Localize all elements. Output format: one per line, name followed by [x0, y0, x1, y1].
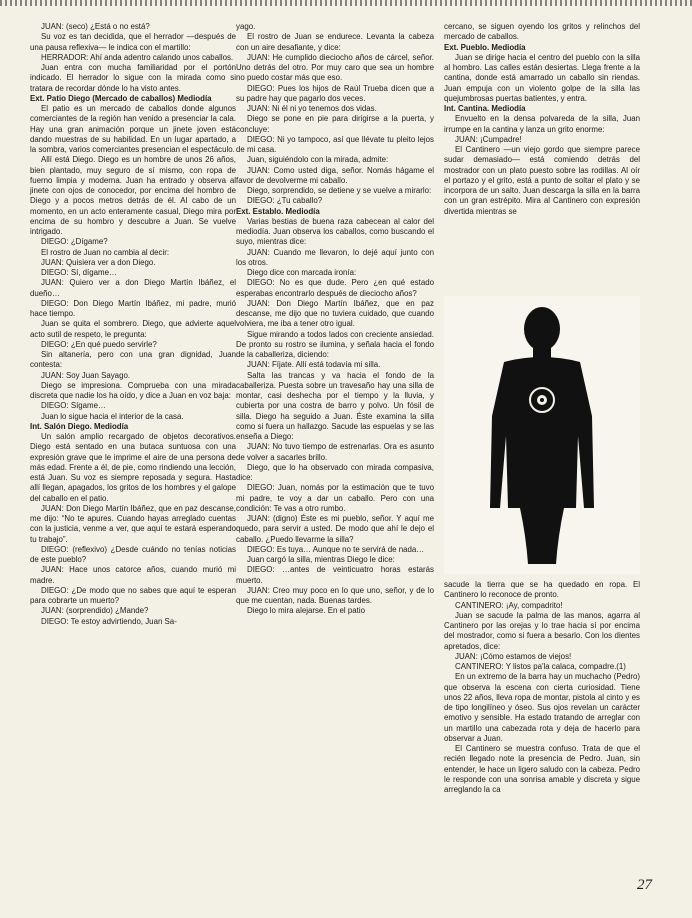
paragraph: DIEGO: ¿En qué puedo servirle? [41, 339, 157, 349]
paragraph: Diego se impresiona. Comprueba con una mirada discreta que nadie los ha oído, y dice a Juan en voz baja: [30, 380, 236, 400]
paragraph: Juan entra con mucha familiaridad por el portón indicado. El herrador lo sigue con la mirada como si tratara de recordar dónde lo ha visto antes. [30, 63, 236, 93]
paragraph: JUAN: (seco) ¿Está o no está? [41, 22, 150, 31]
paragraph: Un salón amplio recargado de objetos decorativos. Diego está sentado en una butaca suntuosa con una expresión grave que le imprime el aire de una persona de más edad. Frente a él, de pie, como rindiendo una lección, está Juan. Su voz es siempre reposada y segura. Hasta allí llegan, apagados, los gritos de los hombres y el galope del caballo en el patio. [30, 432, 236, 503]
paragraph: Juan se dirige hacia el centro del pueblo con la silla al hombro. Las calles están desiertas. Llega frente a la cantina, donde está amarrado un caballo sin riendas. Juan empuja con un violento golpe de la silla las quejumbrosas puertas batientes, y entra. [444, 52, 640, 103]
paragraph: JUAN: No tuvo tiempo de estrenarlas. Ora es asunto de volver a sacarles brillo. [236, 442, 434, 462]
paragraph: DIEGO: ¿Dígame? [41, 237, 108, 247]
column-3-top [444, 22, 640, 217]
top-dotted-border [0, 0, 692, 6]
paragraph: JUAN: (digno) Éste es mi pueblo, señor. Y aquí me quedo, para servir a usted. De modo que ahí le dejo el caballo. ¿Puedo llevarme la silla? [236, 514, 434, 544]
target-silhouette-icon [444, 296, 640, 574]
paragraph: DIEGO: Es tuya… Aunque no te servirá de nada… [247, 544, 425, 554]
paragraph: Juan cargó la silla, mientras Diego le dice: [247, 555, 395, 564]
column-1 [30, 22, 236, 627]
paragraph: El Cantinero se muestra confuso. Trata de que el recién llegado note la presencia de Pedro. Juan, sin entender, le hace un ligero saludo con la cabeza. Pedro le responde con una sonrisa amable y discreta y sigue arreglando la ca [444, 744, 640, 794]
paragraph: DIEGO: …antes de veinticuatro horas estarás muerto. [236, 565, 434, 585]
paragraph: JUAN: Fíjate. Allí está todavía mi silla. [247, 360, 381, 370]
paragraph: El rostro de Juan no cambia al decir: [41, 247, 170, 257]
paragraph: El patio es un mercado de caballos donde algunos comerciantes de la región han venido a presenciar la cala. Hay una gran animación porque un jinete joven está dando muestras de su habilidad. En un lugar apartado, a la sombra, varios comerciantes presencian el espectáculo. [30, 104, 236, 154]
scene-heading: Ext. Pueblo. Mediodía [444, 42, 526, 52]
paragraph: yago. [236, 22, 256, 31]
paragraph: DIEGO: Ni yo tampoco, así que llévate tu pleito lejos de mi casa. [236, 134, 434, 154]
paragraph: Juan, siguiéndolo con la mirada, admite: [247, 155, 389, 165]
paragraph: Salta las trancas y va hacia el fondo de la caballeriza. Puesta sobre un travesaño hay una silla de montar, casi deshecha por el tiempo y la lluvia, y cubierta por una costra de barro y polvo. Un fósil de silla. Diego ha seguido a Juan. Éste examina la silla como si fuera un hallazgo. Sacude las espuelas y se las enseña a Diego: [236, 370, 434, 441]
paragraph: JUAN: Soy Juan Sayago. [41, 370, 131, 380]
paragraph: DIEGO: Don Diego Martín Ibáñez, mi padre, murió hace tiempo. [30, 298, 236, 318]
paragraph: CANTINERO: Y listos pa'la calaca, compadre.(1) [455, 662, 626, 671]
paragraph: Allí está Diego. Diego es un hombre de unos 26 años, bien plantado, muy seguro de sí mismo, con ropa de fuerno limpia y moderna. Juan ha entrado y observa al jinete con ojos de conocedor, por encima del hombro de Diego y a pocos metros detrás de él. Al cabo de un momento, en un acto enteramente casual, Diego mira por encima de su hombro y descubre a Juan. Se vuelve intrigado. [30, 155, 236, 236]
paragraph: Diego, que lo ha observado con mirada compasiva, dice: [236, 462, 434, 482]
page-number: 27 [637, 877, 652, 893]
paragraph: Juan se quita el sombrero. Diego, que advierte aquel acto sutil de respeto, le pregunta: [30, 319, 236, 339]
paragraph: JUAN: Quiero ver a don Diego Martín Ibáñez, el dueño… [30, 278, 236, 298]
paragraph: JUAN: He cumplido dieciocho años de cárcel, señor. Uno detrás del otro. Por muy caro que sea un hombre no puedo costar más que eso. [236, 52, 434, 83]
paragraph: CANTINERO: ¡Ay, compadrito! [455, 600, 563, 610]
paragraph: DIEGO: Sígame… [41, 401, 106, 411]
scene-heading: Int. Cantina. Mediodía [444, 104, 526, 113]
paragraph: Diego, sorprendido, se detiene y se vuelve a mirarlo: [247, 186, 432, 195]
paragraph: DIEGO: Te estoy advirtiendo, Juan Sa- [41, 616, 177, 626]
paragraph: Juan se sacude la palma de las manos, agarra al Cantinero por las orejas y lo trae hacia sí por encima del mostrador, como si fuera a besarlo. Con los dientes apretados, dice: [444, 610, 640, 651]
paragraph: cercano, se siguen oyendo los gritos y relinchos del mercado de caballos. [444, 22, 640, 42]
scene-heading: Int. Salón Diego. Mediodía [30, 421, 129, 431]
paragraph: DIEGO: Sí, dígame… [41, 268, 117, 277]
paragraph: JUAN: Hace unos catorce años, cuando murió mi madre. [30, 565, 236, 585]
paragraph: HERRADOR: Ahí anda adentro calando unos caballos. [41, 52, 234, 62]
paragraph: JUAN: (sorprendido) ¿Mande? [41, 606, 149, 616]
paragraph: DIEGO: Juan, nomás por la estimación que te tuvo mi padre, te voy a dar un caballo. Pero con una condición: Te vas a otro rumbo. [236, 483, 434, 513]
paragraph: Diego se pone en pie para dirigirse a la puerta, y concluye: [236, 114, 434, 134]
paragraph: Sin altanería, pero con una gran dignidad, Juan contesta: [30, 350, 236, 370]
paragraph: sacude la tierra que se ha quedado en ropa. El Cantinero lo reconoce de pronto. [444, 580, 640, 600]
column-3-bottom [444, 580, 640, 795]
paragraph: JUAN: Ni él ni yo tenemos dos vidas. [247, 104, 377, 113]
paragraph: JUAN: Don Diego Martín Ibáñez, que en paz descanse, me dijo que no tuviera cuidado, que cuando volviera, me iba a tener otro igual. [236, 298, 434, 329]
paragraph: En un extremo de la barra hay un muchacho (Pedro) que observa la escena con cierta curiosidad. Tiene unos 22 años, lleva ropa de montar, pistola al cinto y es de tipo longilíneo y óseo. Sus ojos revelan un carácter emotivo y sensible. Ha estado tratando de arreglar con un martillo una cabezada rota y deja de hacerlo para observar a Juan. [444, 672, 640, 743]
paragraph: JUAN: ¡Cumpadre! [455, 134, 522, 144]
paragraph: Su voz es tan decidida, que el herrador —después de una pausa reflexiva— le indica con el martillo: [30, 32, 236, 52]
target-silhouette-figure [444, 296, 640, 574]
paragraph: El rostro de Juan se endurece. Levanta la cabeza con un aire desafiante, y dice: [236, 32, 434, 52]
paragraph: DIEGO: ¿De modo que no sabes que aquí te esperan para cobrarte un muerto? [30, 585, 236, 605]
paragraph: Juan lo sigue hacia el interior de la casa. [41, 411, 184, 421]
paragraph: DIEGO: No es que dude. Pero ¿en qué estado esperabas encontrarlo después de dieciocho años? [236, 278, 434, 298]
paragraph: JUAN: Creo muy poco en lo que uno, señor, y de lo que me cuentan, nada. Buenas tardes. [236, 585, 434, 605]
paragraph: Diego lo mira alejarse. En el patio [247, 606, 365, 616]
scene-heading: Ext. Patio Diego (Mercado de caballos) Mediodía [30, 93, 212, 103]
paragraph: Varias bestias de buena raza cabecean al calor del mediodía. Juan observa los caballos, como buscando el suyo, mientras dice: [236, 216, 434, 247]
paragraph: JUAN: Cuando me llevaron, lo dejé aquí junto con los otros. [236, 247, 434, 267]
paragraph: JUAN: Quisiera ver a don Diego. [41, 257, 156, 267]
paragraph: DIEGO: Pues los hijos de Raúl Trueba dicen que a su padre hay que pagarlo dos veces. [236, 83, 434, 103]
paragraph: DIEGO: (reflexivo) ¿Desde cuándo no tenías noticias de este pueblo? [30, 544, 236, 564]
paragraph: Sigue mirando a todos lados con creciente ansiedad. De pronto su rostro se ilumina, y señala hacia el fondo de la caballeriza, diciendo: [236, 329, 434, 359]
paragraph: Diego dice con marcada ironía: [247, 268, 357, 277]
paragraph: JUAN: Como usted diga, señor. Nomás hágame el favor de devolverme mi caballo. [236, 165, 434, 185]
paragraph: Envuelto en la densa polvareda de la silla, Juan irrumpe en la cantina y lanza un grito enorme: [444, 114, 640, 134]
paragraph: JUAN: Don Diego Martín Ibáñez, que en paz descanse, me dijo: “No te apures. Cuando hayas arreglado cuentas con la justicia, venme a ver, que aquí te estará esperando tu trabajo”. [30, 503, 236, 544]
paragraph: El Cantinero —un viejo gordo que siempre parece sudar demasiado— está comiendo detrás del mostrador con un plato puesto sobre las rodillas. Al oír el portazo y el grito, está a punto de soltar el plato y se incorpora de un salto. Juan descarga la silla en la barra con un gran estrépito. Mira al Cantinero con expresión divertida mientras se [444, 145, 640, 216]
scene-heading: Ext. Establo. Mediodía [236, 206, 320, 216]
paragraph: DIEGO: ¿Tu caballo? [247, 196, 323, 206]
paragraph: JUAN: ¡Cómo estamos de viejos! [455, 651, 572, 661]
column-2 [236, 22, 434, 617]
